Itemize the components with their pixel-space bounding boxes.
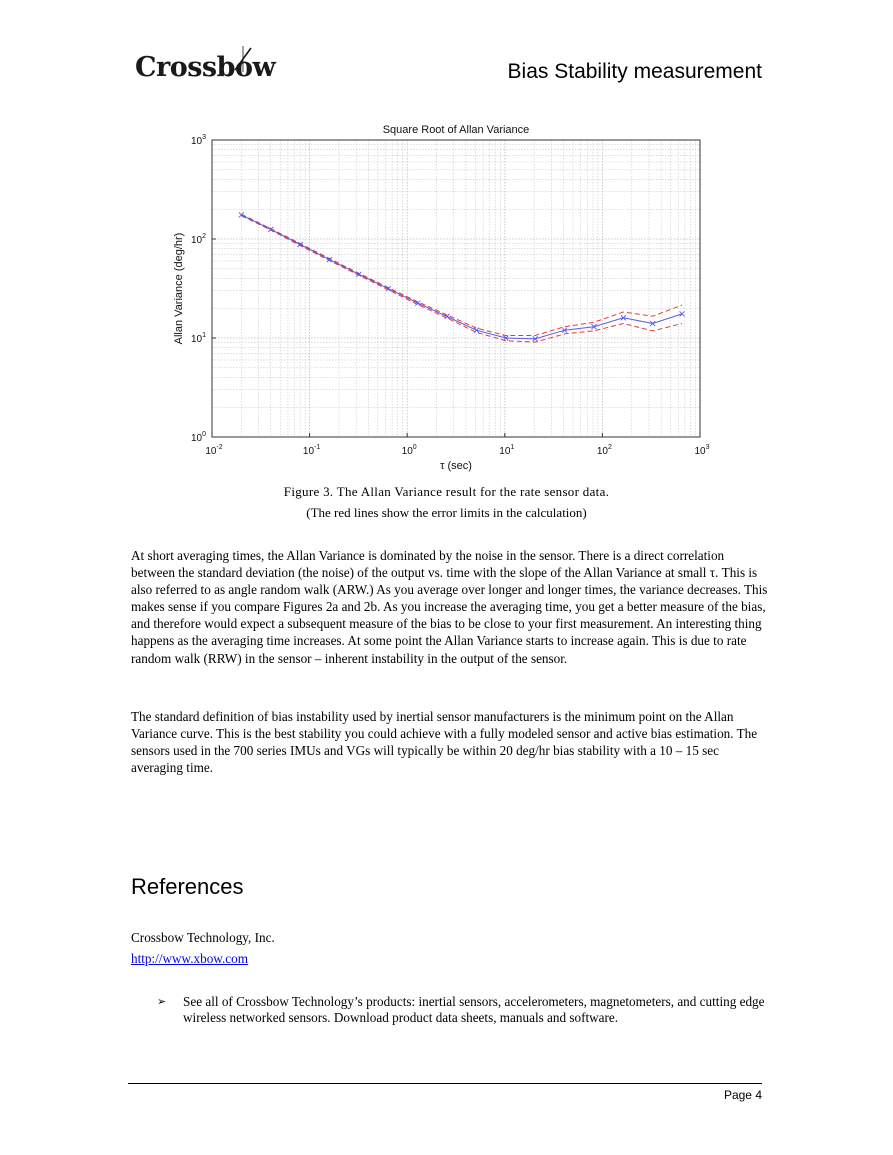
x-tick-label: $10^1$	[499, 444, 515, 457]
y-tick-label: $10^1$	[190, 332, 206, 345]
reference-company: Crossbow Technology, Inc.	[131, 930, 275, 945]
y-tick-label: $10^2$	[190, 233, 206, 246]
x-tick-label: $10^{-1}$	[302, 444, 321, 457]
reference-bullet-item	[157, 994, 777, 1026]
figure-caption: Figure 3. The Allan Variance result for the rate sensor data.	[283, 484, 610, 499]
logo-text-a: Crossb	[135, 52, 236, 83]
y-axis-label: Allan Variance (deg/hr)	[173, 232, 185, 345]
crossbow-logo	[135, 52, 275, 83]
logo-text-b: w	[252, 52, 276, 83]
footer-divider	[128, 1083, 762, 1084]
x-tick-label: $10^3$	[694, 444, 710, 457]
x-tick-label: $10^{-2}$	[205, 444, 223, 457]
body-paragraph-2: The standard definition of bias instability used by inertial sensor manufacturers is the minimum point on the Allan Variance curve. This is the best stability you could achieve with a fully modeled sensor and active bias estimation. The sensors used in the 700 series IMUs and VGs will typically be within 20 deg/hr bias stability with a 10 – 15 sec averaging time.	[131, 709, 758, 776]
x-axis-label: τ (sec)	[440, 460, 472, 472]
compass-o-icon: o	[235, 52, 253, 83]
x-tick-label: $10^0$	[401, 444, 417, 457]
allan-variance-chart	[160, 115, 740, 475]
references-heading: References	[131, 874, 244, 899]
document-title: Bias Stability measurement	[507, 60, 762, 83]
bullet-text: See all of Crossbow Technology’s products: inertial sensors, accelerometers, magnetometers, and cutting edge wireless networked sensors. Download product data sheets, manuals and software.	[183, 994, 765, 1025]
y-tick-label: $10^3$	[190, 134, 206, 147]
figure-caption-note: (The red lines show the error limits in the calculation)	[306, 505, 587, 520]
y-tick-label: $10^0$	[190, 431, 206, 444]
reference-link[interactable]: http://www.xbow.com	[131, 951, 248, 966]
page-number: Page 4	[723, 1088, 762, 1102]
body-paragraph-1: At short averaging times, the Allan Variance is dominated by the noise in the sensor. There is a direct correlation between the standard deviation (the noise) of the output vs. time with the slope of the Allan Variance at small τ. This is also referred to as angle random walk (ARW.) As you average over longer and longer times, the variance decreases. This makes sense if you compare Figures 2a and 2b. As you increase the averaging time, you get a better measure of the bias, and therefore would expect a subsequent measure of the bias to be close to your first measurement. An interesting thing happens as the averaging time increases. At some point the Allan Variance starts to increase again. This is due to rate random walk (RRW) in the sensor – inherent instability in the output of the sensor.	[131, 548, 768, 666]
chart-title: Square Root of Allan Variance	[382, 124, 530, 136]
arrow-bullet-icon: ➢	[157, 995, 167, 1008]
x-tick-label: $10^2$	[596, 444, 612, 457]
plot-area	[212, 140, 700, 437]
